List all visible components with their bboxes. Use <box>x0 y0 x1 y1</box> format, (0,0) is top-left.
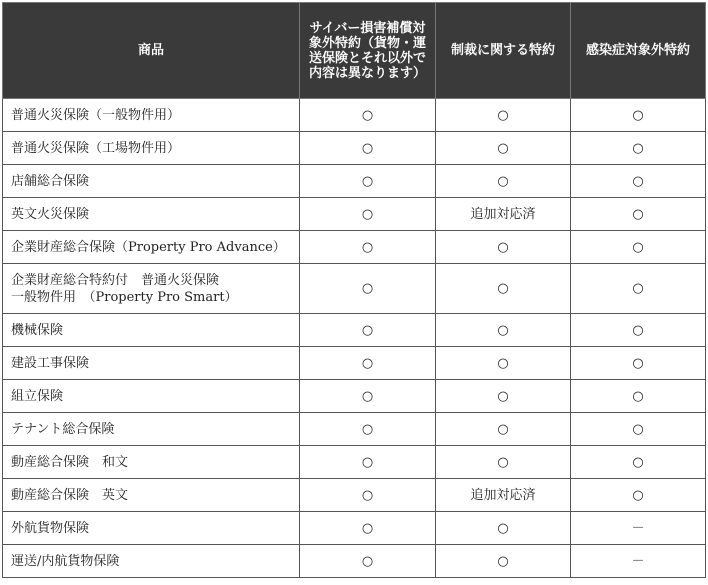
product-name-line: 英文火災保険 <box>11 206 90 222</box>
table-row <box>3 99 706 132</box>
header-sanctions-clause: 制裁に関する特約 <box>436 3 571 99</box>
insurance-special-clause-table <box>2 2 706 578</box>
table-row <box>3 231 706 264</box>
sanctions-clause-cell: ○ <box>436 446 571 479</box>
cyber-exclusion-cell: ○ <box>300 198 436 231</box>
infection-exclusion-cell: ○ <box>571 479 706 512</box>
header-product: 商品 <box>3 3 300 99</box>
cyber-exclusion-cell: ○ <box>300 264 436 314</box>
product-name <box>3 264 300 314</box>
infection-exclusion-cell: ○ <box>571 314 706 347</box>
sanctions-clause-cell: ○ <box>436 264 571 314</box>
insurance-special-clause-table-container <box>2 2 705 582</box>
infection-exclusion-cell: － <box>571 512 706 545</box>
product-name <box>3 446 300 479</box>
table-body <box>3 99 706 578</box>
infection-exclusion-cell: ○ <box>571 380 706 413</box>
product-name-line: 動産総合保険 和文 <box>11 454 129 470</box>
table-row <box>3 545 706 578</box>
table-row <box>3 314 706 347</box>
product-name <box>3 314 300 347</box>
product-name <box>3 380 300 413</box>
product-name-line: 機械保険 <box>11 322 64 338</box>
product-name <box>3 99 300 132</box>
product-name-line: 普通火災保険（工場物件用） <box>11 140 181 156</box>
header-row <box>3 3 706 99</box>
product-name <box>3 413 300 446</box>
cyber-exclusion-cell: ○ <box>300 545 436 578</box>
sanctions-clause-cell: ○ <box>436 314 571 347</box>
table-row <box>3 512 706 545</box>
cyber-exclusion-cell: ○ <box>300 446 436 479</box>
infection-exclusion-cell: ○ <box>571 413 706 446</box>
product-name-line: 動産総合保険 英文 <box>11 487 129 503</box>
product-name <box>3 479 300 512</box>
table-row <box>3 165 706 198</box>
infection-exclusion-cell: ○ <box>571 446 706 479</box>
infection-exclusion-cell: ○ <box>571 99 706 132</box>
cyber-exclusion-cell: ○ <box>300 231 436 264</box>
product-name <box>3 165 300 198</box>
header-infection-exclusion: 感染症対象外特約 <box>571 3 706 99</box>
product-name-line: テナント総合保険 <box>11 421 115 437</box>
sanctions-clause-cell: 追加対応済 <box>436 479 571 512</box>
infection-exclusion-cell: ○ <box>571 264 706 314</box>
sanctions-clause-cell: ○ <box>436 512 571 545</box>
product-name-line: 組立保険 <box>11 388 64 404</box>
product-name-line: 企業財産総合特約付 普通火災保険 <box>11 272 220 288</box>
table-row <box>3 479 706 512</box>
table-row <box>3 446 706 479</box>
sanctions-clause-cell: ○ <box>436 132 571 165</box>
infection-exclusion-cell: ○ <box>571 347 706 380</box>
table-row <box>3 413 706 446</box>
cyber-exclusion-cell: ○ <box>300 347 436 380</box>
cyber-exclusion-cell: ○ <box>300 99 436 132</box>
infection-exclusion-cell: ○ <box>571 165 706 198</box>
table-row <box>3 132 706 165</box>
cyber-exclusion-cell: ○ <box>300 479 436 512</box>
table-row <box>3 347 706 380</box>
sanctions-clause-cell: ○ <box>436 347 571 380</box>
product-name-line: 普通火災保険（一般物件用） <box>11 107 181 123</box>
sanctions-clause-cell: ○ <box>436 99 571 132</box>
table-row <box>3 198 706 231</box>
sanctions-clause-cell: ○ <box>436 413 571 446</box>
table-row <box>3 264 706 314</box>
sanctions-clause-cell: ○ <box>436 380 571 413</box>
cyber-exclusion-cell: ○ <box>300 314 436 347</box>
cyber-exclusion-cell: ○ <box>300 132 436 165</box>
product-name-line: 一般物件用 （Property Pro Smart） <box>11 289 238 305</box>
sanctions-clause-cell: ○ <box>436 165 571 198</box>
cyber-exclusion-cell: ○ <box>300 165 436 198</box>
product-name-line: 店舗総合保険 <box>11 173 90 189</box>
sanctions-clause-cell: ○ <box>436 231 571 264</box>
infection-exclusion-cell: － <box>571 545 706 578</box>
sanctions-clause-cell: 追加対応済 <box>436 198 571 231</box>
infection-exclusion-cell: ○ <box>571 231 706 264</box>
infection-exclusion-cell: ○ <box>571 132 706 165</box>
product-name <box>3 512 300 545</box>
product-name <box>3 231 300 264</box>
header-cyber-exclusion: サイバー損害補償対象外特約（貨物・運送保険とそれ以外で内容は異なります） <box>300 3 436 99</box>
table-row <box>3 380 706 413</box>
product-name <box>3 198 300 231</box>
sanctions-clause-cell: ○ <box>436 545 571 578</box>
cyber-exclusion-cell: ○ <box>300 380 436 413</box>
product-name <box>3 132 300 165</box>
product-name-line: 外航貨物保険 <box>11 520 90 536</box>
product-name <box>3 347 300 380</box>
infection-exclusion-cell: ○ <box>571 198 706 231</box>
product-name <box>3 545 300 578</box>
cyber-exclusion-cell: ○ <box>300 413 436 446</box>
product-name-line: 運送/内航貨物保険 <box>11 553 120 569</box>
product-name-line: 建設工事保険 <box>11 355 90 371</box>
cyber-exclusion-cell: ○ <box>300 512 436 545</box>
table-header <box>3 3 706 99</box>
product-name-line: 企業財産総合保険（Property Pro Advance） <box>11 239 286 255</box>
